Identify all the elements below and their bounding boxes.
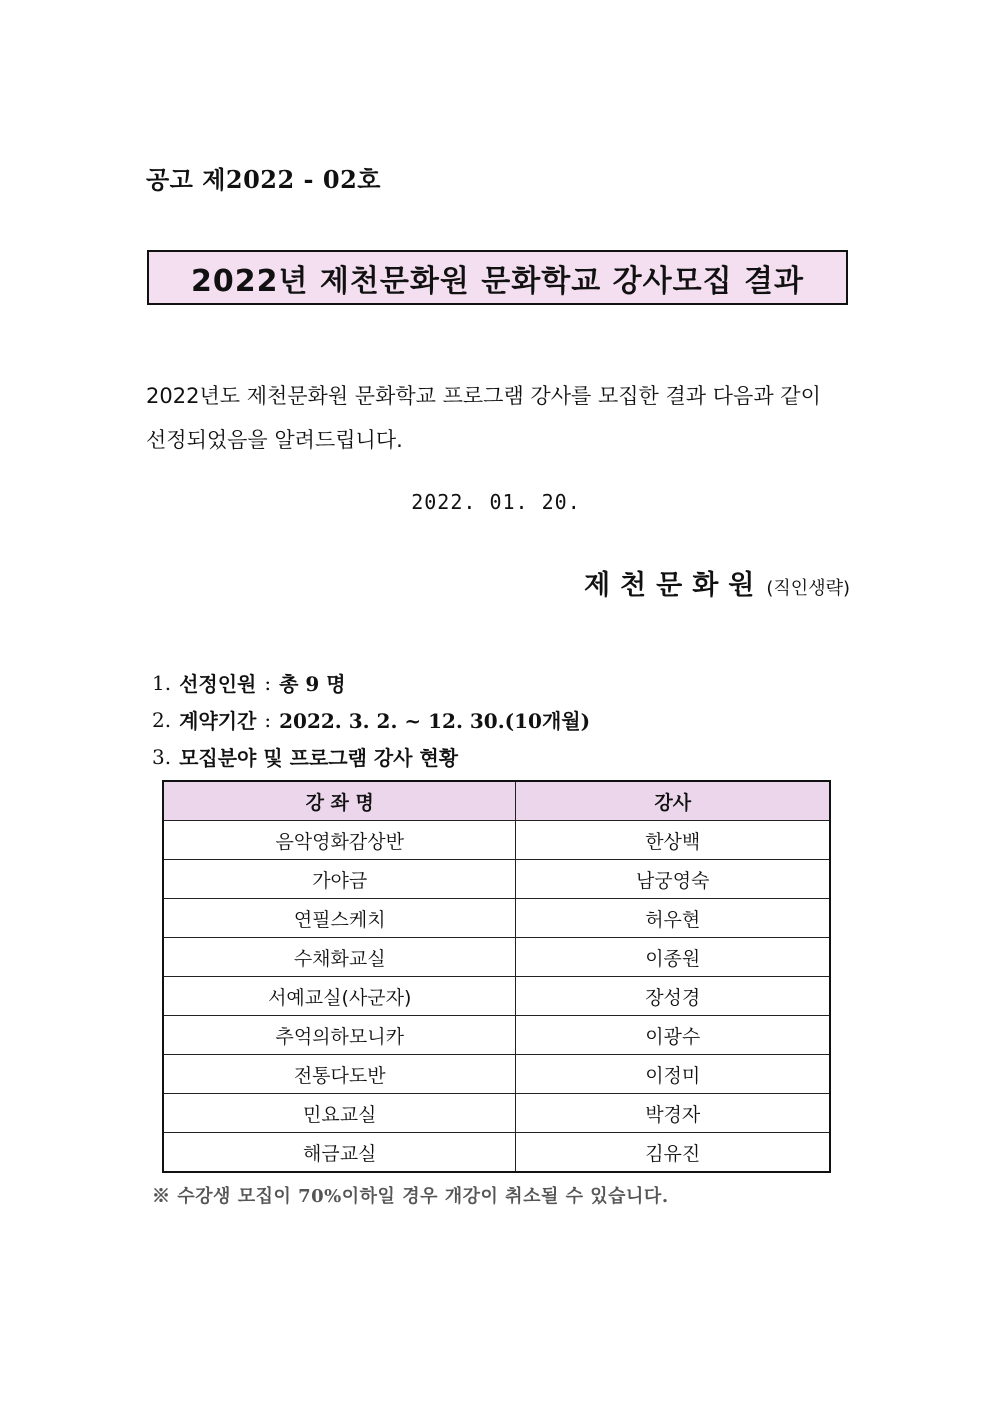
course-cell: 민요교실 — [163, 1094, 516, 1133]
item-contract-period — [152, 701, 590, 738]
notice-number: 공고 제2022 - 02호 — [146, 165, 381, 194]
instructor-cell: 남궁영숙 — [516, 860, 830, 899]
course-cell: 해금교실 — [163, 1133, 516, 1173]
header-instructor: 강사 — [516, 781, 830, 821]
item-number: 2. — [152, 707, 172, 732]
signature-org: 제천문화원 — [583, 570, 765, 601]
item-number: 1. — [152, 670, 172, 695]
instructor-cell: 이종원 — [516, 938, 830, 977]
instructor-cell: 이광수 — [516, 1016, 830, 1055]
table-row — [163, 1016, 830, 1055]
table-row — [163, 860, 830, 899]
item-list — [152, 664, 590, 775]
item-separator: : — [264, 707, 272, 732]
course-cell: 수채화교실 — [163, 938, 516, 977]
item-value: 2022. 3. 2. ~ 12. 30.(10개월) — [279, 709, 591, 733]
item-headcount — [152, 664, 590, 701]
table-row — [163, 1055, 830, 1094]
issue-date: 2022. 01. 20. — [411, 490, 581, 514]
seal-note: (직인생략) — [766, 578, 850, 599]
document-title: 2022년 제천문화원 문화학교 강사모집 결과 — [191, 263, 804, 299]
item-number: 3. — [152, 744, 172, 769]
table-header-row — [163, 781, 830, 821]
instructor-cell: 이정미 — [516, 1055, 830, 1094]
body-line-1: 2022년도 제천문화원 문화학교 프로그램 강사를 모집한 결과 다음과 같이 — [146, 384, 821, 408]
table-row — [163, 821, 830, 860]
item-label: 계약기간 — [179, 709, 257, 733]
item-value: 총 9 명 — [279, 672, 346, 696]
instructor-cell: 박경자 — [516, 1094, 830, 1133]
course-cell: 서예교실(사군자) — [163, 977, 516, 1016]
title-box — [147, 250, 848, 305]
course-cell: 추억의하모니카 — [163, 1016, 516, 1055]
instructor-cell: 한상백 — [516, 821, 830, 860]
item-label: 선정인원 — [179, 672, 257, 696]
instructor-cell: 장성경 — [516, 977, 830, 1016]
header-course: 강 좌 명 — [163, 781, 516, 821]
course-cell: 음악영화감상반 — [163, 821, 516, 860]
table-row — [163, 1094, 830, 1133]
footnote: ※ 수강생 모집이 70%이하일 경우 개강이 취소될 수 있습니다. — [152, 1186, 669, 1207]
course-cell: 가야금 — [163, 860, 516, 899]
table-row — [163, 899, 830, 938]
body-line-2: 선정되었음을 알려드립니다. — [146, 428, 403, 452]
instructor-table — [162, 780, 831, 1173]
instructor-cell: 허우현 — [516, 899, 830, 938]
signature — [584, 563, 850, 602]
instructor-cell: 김유진 — [516, 1133, 830, 1173]
table-row — [163, 977, 830, 1016]
announcement-body — [146, 374, 856, 462]
course-cell: 연필스케치 — [163, 899, 516, 938]
table-row — [163, 938, 830, 977]
item-program-status — [152, 738, 590, 775]
item-separator: : — [264, 670, 272, 695]
item-label: 모집분야 및 프로그램 강사 현황 — [179, 746, 459, 770]
table-row — [163, 1133, 830, 1173]
course-cell: 전통다도반 — [163, 1055, 516, 1094]
